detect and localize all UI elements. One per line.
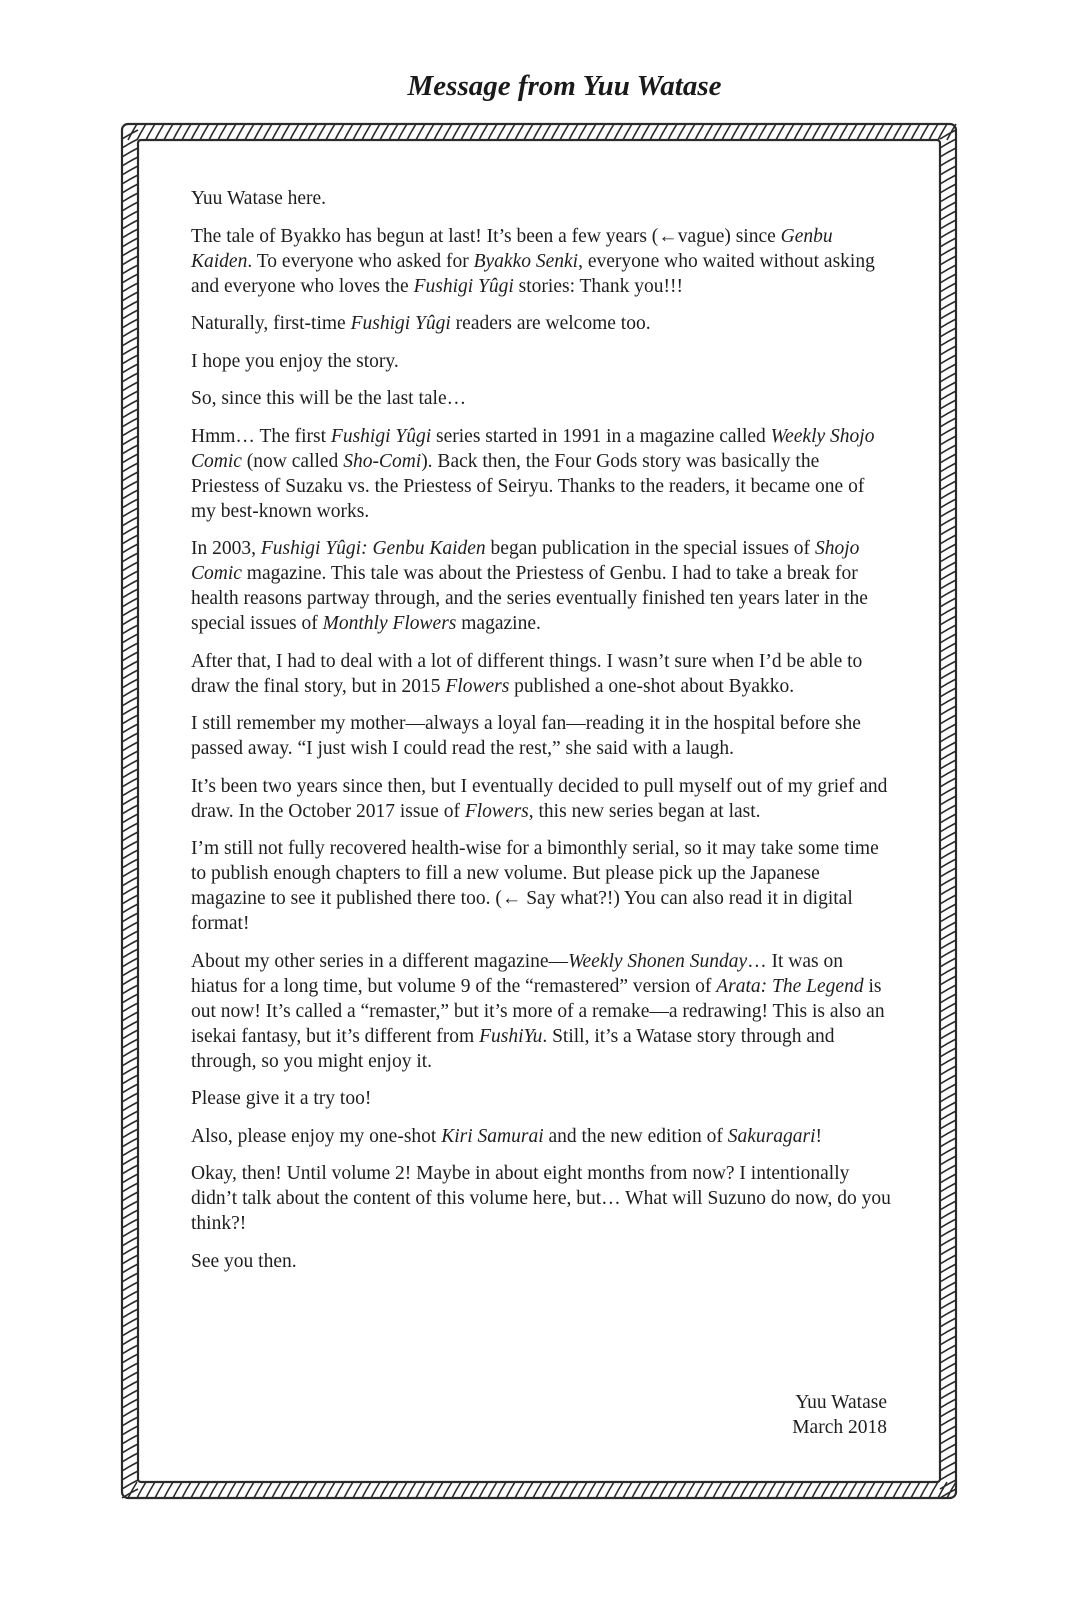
text-run: I still remember my mother—always a loyal fan—reading it in the hospital before she passed away. “I just wish I could read the rest,” she said with a laugh. xyxy=(191,713,861,759)
letter-paragraph xyxy=(191,774,891,824)
text-run: , this new series began at last. xyxy=(528,800,761,822)
letter-paragraph xyxy=(191,186,891,211)
text-run: See you then. xyxy=(191,1250,297,1272)
text-run: It’s been two years since then, but I eventually decided to pull myself out of my grief and draw. In the October 2017 issue of xyxy=(191,775,888,822)
text-run: and the new edition of xyxy=(543,1125,728,1147)
text-run: In 2003, xyxy=(191,538,261,559)
text-run: . Still, it’s a Watase story through and through, so you might enjoy it. xyxy=(191,1025,835,1072)
letter-paragraph xyxy=(191,1086,891,1111)
italic-title: Genbu Kaiden xyxy=(191,225,833,272)
italic-title: Fushigi Yûgi xyxy=(350,313,451,334)
text-run: Please give it a try too! xyxy=(191,1088,372,1109)
text-run: I’m still not fully recovered health-wise for a bimonthly serial, so it may take some time to publish enough chapters to fill a new volume. But please pick up the Japanese magazine to see it published there too. (← Say what?!) You can also read it in digital format! xyxy=(191,838,879,934)
letter-paragraph xyxy=(191,1161,891,1236)
italic-title: Flowers xyxy=(464,800,529,822)
italic-title: Weekly Shojo Comic xyxy=(191,425,875,472)
text-run: Hmm… The first xyxy=(191,425,331,447)
letter-paragraph xyxy=(191,1124,891,1149)
italic-title: Arata: The Legend xyxy=(716,975,864,997)
italic-title: Sakuragari xyxy=(727,1125,816,1147)
text-run: So, since this will be the last tale… xyxy=(191,388,467,409)
letter-paragraph xyxy=(191,349,891,374)
text-run: stories: Thank you!!! xyxy=(513,275,683,297)
italic-title: Monthly Flowers xyxy=(322,613,457,634)
italic-title: Fushigi Yûgi xyxy=(413,275,514,297)
signature-name: Yuu Watase xyxy=(795,1392,887,1413)
letter-paragraph xyxy=(191,836,891,936)
text-run: . To everyone who asked for xyxy=(247,250,474,272)
text-run: readers are welcome too. xyxy=(450,313,651,334)
text-run: ! xyxy=(815,1125,822,1147)
letter-paragraph xyxy=(191,649,891,699)
italic-title: Sho-Comi xyxy=(343,450,422,472)
letter-paragraph xyxy=(191,424,891,524)
text-run: began publication in the special issues of xyxy=(485,538,815,559)
letter-paragraph xyxy=(191,1249,891,1274)
text-run: (now called xyxy=(241,450,344,472)
text-run: After that, I had to deal with a lot of different things. I wasn’t sure when I’d be able to draw the final story, but in 2015 xyxy=(191,650,863,697)
text-run: Okay, then! Until volume 2! Maybe in about eight months from now? I intentionally didn’t talk about the content of this volume here, but… What will Suzuno do now, do you think?! xyxy=(191,1163,891,1234)
italic-title: Fushigi Yûgi xyxy=(330,425,432,447)
letter-paragraph xyxy=(191,711,891,761)
italic-title: Byakko Senki xyxy=(473,250,579,272)
text-run: … It was on hiatus for a long time, but volume 9 of the “remastered” version of xyxy=(191,950,843,997)
letter-paragraph xyxy=(191,386,891,411)
page-title: Message from Yuu Watase xyxy=(407,70,722,102)
italic-title: Flowers xyxy=(445,675,510,697)
text-run: magazine. This tale was about the Priestess of Genbu. I had to take a break for health reasons partway through, and the series eventually finished ten years later in the special issues of xyxy=(191,563,868,634)
letter-paragraph xyxy=(191,311,891,336)
text-run: is out now! It’s called a “remaster,” but it’s more of a remake—a redrawing! This is also an isekai fantasy, but it’s different from xyxy=(191,975,885,1047)
text-run: The tale of Byakko has begun at last! It’s been a few years (←vague) since xyxy=(191,225,781,247)
letter-paragraph xyxy=(191,224,891,299)
italic-title: Shojo Comic xyxy=(191,538,860,584)
letter-body xyxy=(191,186,891,1286)
italic-title: FushiYu xyxy=(479,1025,543,1047)
letter-paragraph xyxy=(191,949,891,1074)
text-run: About my other series in a different magazine— xyxy=(191,950,569,972)
signature-date: March 2018 xyxy=(792,1417,887,1438)
italic-title: Weekly Shonen Sunday xyxy=(568,950,748,972)
letter-paragraph xyxy=(191,536,891,636)
text-run: I hope you enjoy the story. xyxy=(191,350,399,372)
text-run: series started in 1991 in a magazine called xyxy=(431,425,771,447)
text-run: Naturally, first-time xyxy=(191,313,351,334)
text-run: Also, please enjoy my one-shot xyxy=(191,1125,442,1147)
text-run: magazine. xyxy=(456,613,541,634)
text-run: published a one-shot about Byakko. xyxy=(509,675,795,697)
italic-title: Fushigi Yûgi: Genbu Kaiden xyxy=(260,538,486,559)
text-run: Yuu Watase here. xyxy=(191,188,327,209)
italic-title: Kiri Samurai xyxy=(441,1125,544,1147)
text-run: ). Back then, the Four Gods story was basically the Priestess of Suzaku vs. the Priestess of Seiryu. Thanks to the readers, it became one of my best-known works. xyxy=(191,450,865,522)
signature xyxy=(792,1390,887,1440)
text-run: , everyone who waited without asking and everyone who loves the xyxy=(191,250,875,297)
